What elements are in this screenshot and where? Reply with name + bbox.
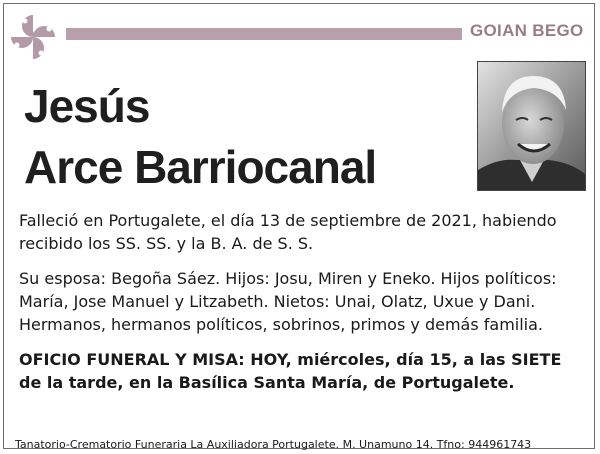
death-notice-text: Falleció en Portugalete, el día 13 de septiembre de 2021, habiendo recibido los SS. SS. y la B. A. de S. S. — [19, 211, 557, 253]
family-text: Su esposa: Begoña Sáez. Hijos: Josu, Miren y Eneko. Hijos políticos: María, Jose Manuel y Litzabeth. Nietos: Unai, Olatz, Uxue y Dani. Hermanos, hermanos políticos, sobrinos, primos y demás familia. — [19, 269, 557, 334]
portrait-photo — [477, 61, 586, 191]
deceased-first-name: Jesús — [24, 80, 150, 132]
notice-frame — [3, 3, 595, 449]
deceased-surnames: Arce Barriocanal — [24, 141, 377, 193]
header-bar — [66, 28, 462, 40]
brand-label: GOIAN BEGO — [470, 21, 584, 40]
lauburu-icon — [8, 12, 58, 62]
funeral-text: OFICIO FUNERAL Y MISA: HOY, miércoles, día 15, a las SIETE de la tarde, en la Basílica Santa María, de Portugalete. — [19, 350, 562, 392]
funeral-home-footer: Tanatorio-Crematorio Funeraria La Auxiliadora Portugalete. M. Unamuno 14. Tfno: 944961743 — [15, 438, 532, 451]
